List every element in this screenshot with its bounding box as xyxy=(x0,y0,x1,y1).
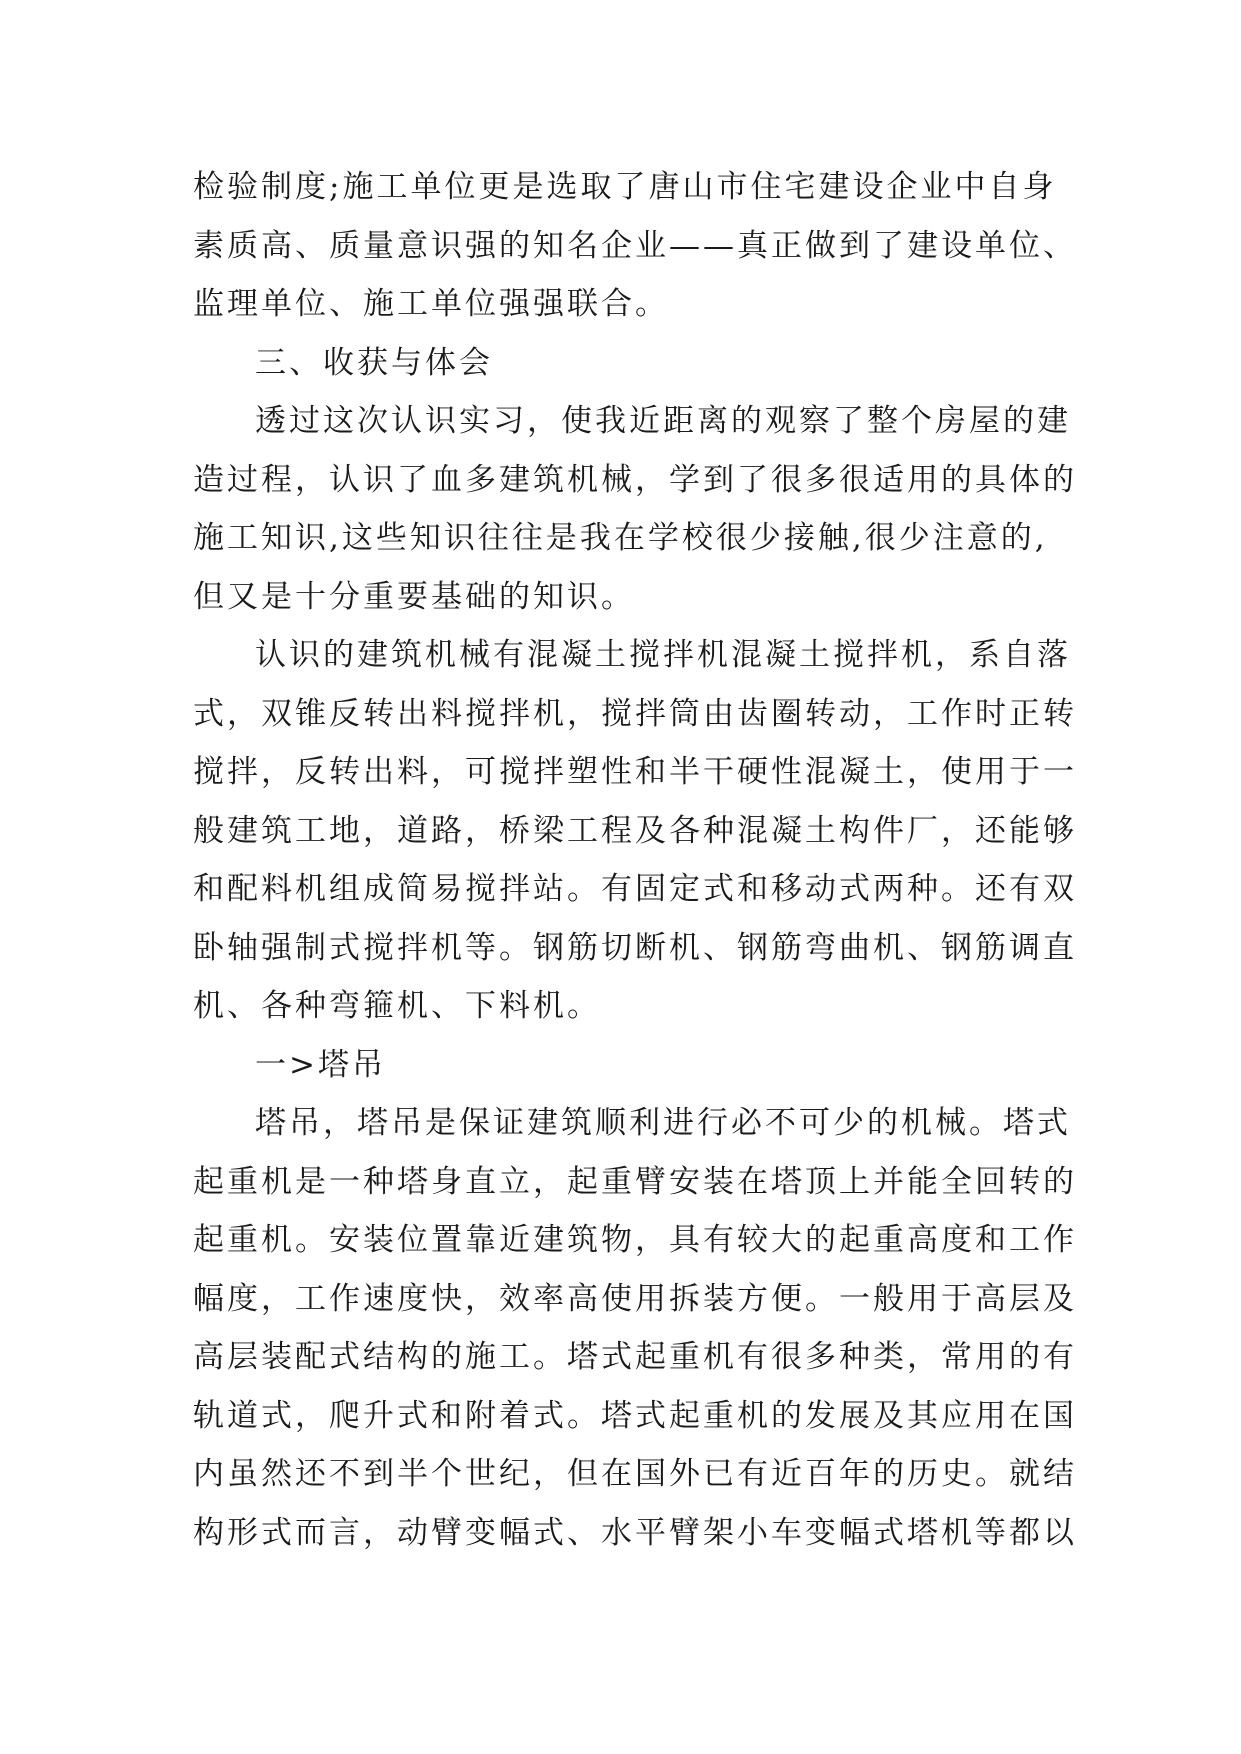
subsection-heading: 一>塔吊 xyxy=(255,1046,386,1083)
text-line-7: 施工知识,这些知识往往是我在学校很少接触,很少注意的, xyxy=(193,520,1048,556)
text-line-2: 素质高、质量意识强的知名企业——真正做到了建设单位、 xyxy=(193,227,1077,264)
text-line-19: 起重机。安装位置靠近建筑物，具有较大的起重高度和工作 xyxy=(193,1222,1077,1258)
text-line-5: 透过这次认识实习，使我近距离的观察了整个房屋的建 xyxy=(255,403,1071,439)
text-line-17: 塔吊，塔吊是保证建筑顺利进行必不可少的机械。塔式 xyxy=(255,1105,1071,1141)
body-text xyxy=(193,158,1077,1562)
text-line-20: 幅度，工作速度快，效率高使用拆装方便。一般用于高层及 xyxy=(193,1280,1077,1317)
text-line-18: 起重机是一种塔身直立，起重臂安装在塔顶上并能全回转的 xyxy=(193,1163,1077,1200)
text-line-8: 但又是十分重要基础的知识。 xyxy=(193,578,635,615)
text-line-13: 和配料机组成简易搅拌站。有固定式和移动式两种。还有双 xyxy=(193,871,1077,907)
text-line-23: 内虽然还不到半个世纪，但在国外已有近百年的历史。就结 xyxy=(193,1456,1077,1492)
text-line-1: 检验制度;施工单位更是选取了唐山市住宅建设企业中自身 xyxy=(193,169,1057,205)
text-line-22: 轨道式，爬升式和附着式。塔式起重机的发展及其应用在国 xyxy=(193,1397,1077,1434)
text-line-11: 搅拌，反转出料，可搅拌塑性和半干硬性混凝土，使用于一 xyxy=(193,754,1077,790)
text-line-10: 式，双锥反转出料搅拌机，搅拌筒由齿圈转动，工作时正转 xyxy=(193,695,1077,732)
text-line-3: 监理单位、施工单位强强联合。 xyxy=(193,286,669,322)
text-line-6: 造过程，认识了血多建筑机械，学到了很多很适用的具体的 xyxy=(193,461,1077,498)
text-line-9: 认识的建筑机械有混凝土搅拌机混凝土搅拌机，系自落 xyxy=(255,637,1071,673)
text-line-12: 般建筑工地，道路，桥梁工程及各种混凝土构件厂，还能够 xyxy=(193,812,1077,849)
section-heading: 三、收获与体会 xyxy=(255,344,493,381)
text-line-21: 高层装配式结构的施工。塔式起重机有很多种类，常用的有 xyxy=(193,1339,1077,1375)
text-line-24: 构形式而言，动臂变幅式、水平臂架小车变幅式塔机等都以 xyxy=(193,1514,1077,1551)
text-line-14: 卧轴强制式搅拌机等。钢筋切断机、钢筋弯曲机、钢筋调直 xyxy=(193,929,1077,966)
text-line-15: 机、各种弯箍机、下料机。 xyxy=(193,988,601,1024)
